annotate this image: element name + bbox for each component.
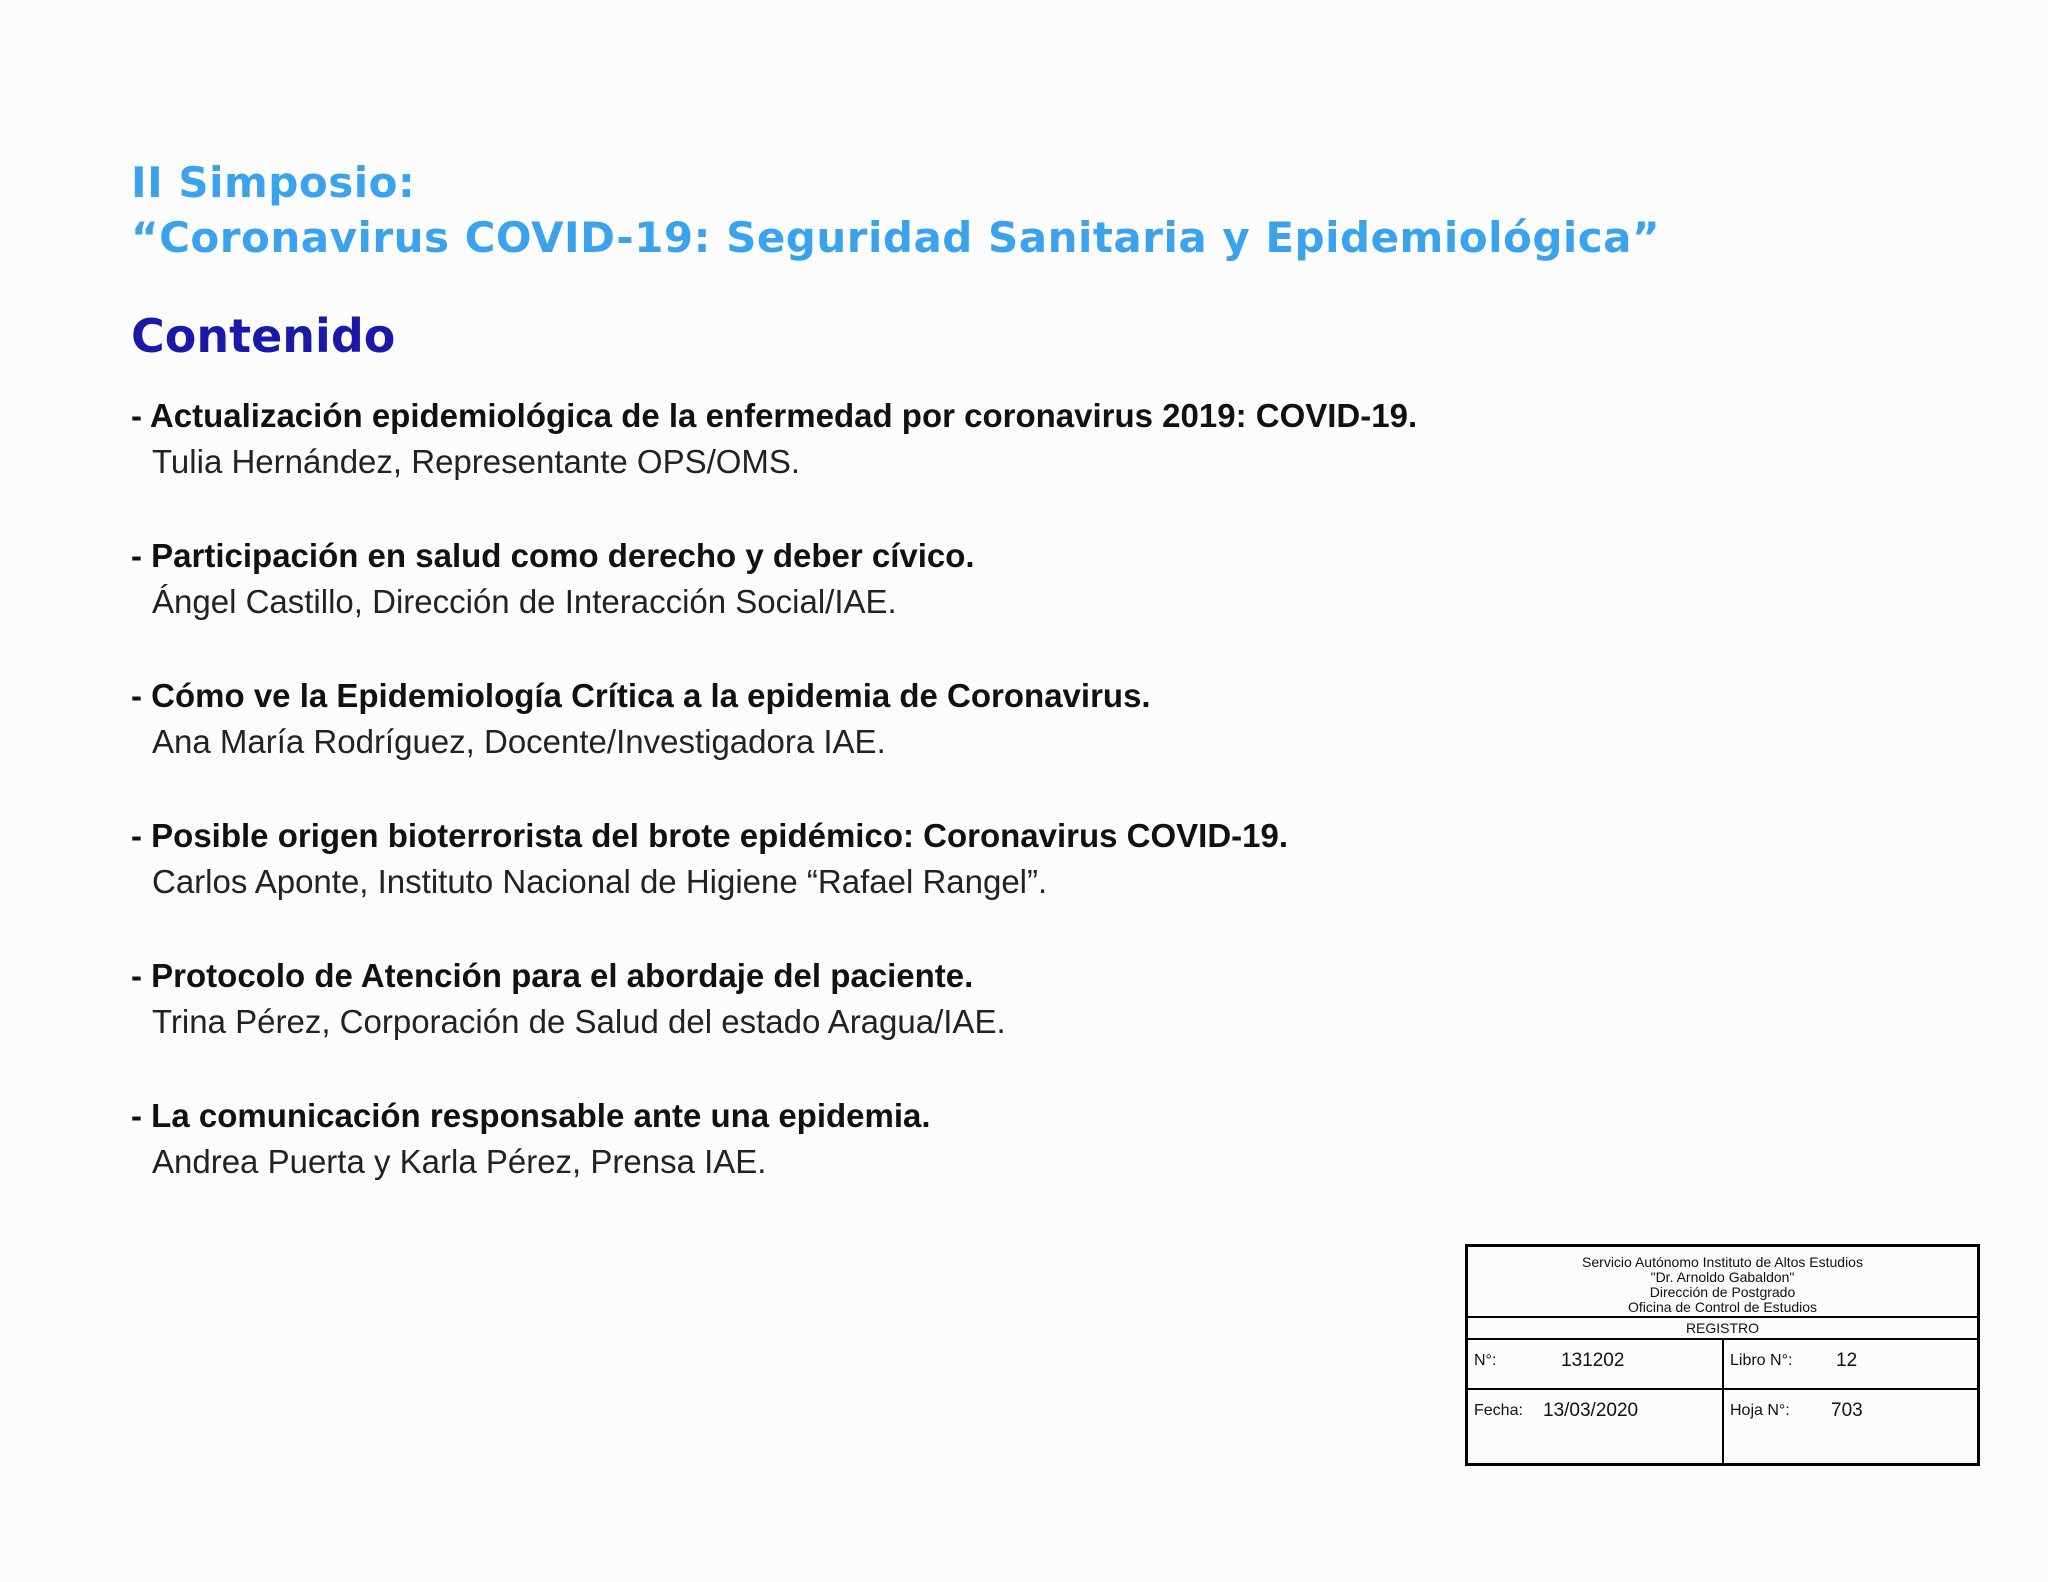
item-speaker: Carlos Aponte, Instituto Nacional de Higiene “Rafael Rangel”. [152,863,1048,900]
stamp-header [1468,1247,1977,1318]
stamp-number-cell [1468,1340,1724,1388]
list-item [131,953,1531,1093]
stamp-number-label: N°: [1474,1352,1497,1369]
stamp-row-number [1468,1340,1977,1390]
item-speaker: Tulia Hernández, Representante OPS/OMS. [152,443,801,480]
stamp-book-label: Libro N°: [1730,1352,1793,1369]
item-title: - Protocolo de Atención para el abordaje del paciente. [131,957,974,994]
symposium-title [131,155,1660,265]
registration-stamp [1465,1244,1980,1466]
list-item [131,533,1531,673]
item-speaker: Trina Pérez, Corporación de Salud del estado Aragua/IAE. [152,1003,1006,1040]
stamp-date-cell [1468,1390,1724,1463]
stamp-department: Dirección de Postgrado [1649,1284,1796,1300]
list-item [131,1093,1531,1233]
item-title: - Cómo ve la Epidemiología Crítica a la epidemia de Coronavirus. [131,677,1151,714]
stamp-page-cell [1724,1390,1977,1463]
stamp-number-value: 131202 [1561,1350,1625,1371]
contents-list [131,393,1531,1233]
list-item [131,813,1531,953]
stamp-institution: Servicio Autónomo Instituto de Altos Estudios [1582,1254,1863,1270]
stamp-book-value: 12 [1836,1350,1858,1371]
item-speaker: Ana María Rodríguez, Docente/Investigadora IAE. [152,723,886,760]
stamp-book-cell [1724,1340,1977,1388]
stamp-registro-label: REGISTRO [1468,1318,1977,1340]
contents-heading: Contenido [131,309,396,363]
stamp-office: Oficina de Control de Estudios [1627,1299,1818,1315]
item-title: - Actualización epidemiológica de la enfermedad por coronavirus 2019: COVID-19. [131,397,1418,434]
list-item [131,673,1531,813]
stamp-institution-name: "Dr. Arnoldo Gabaldon" [1650,1269,1795,1285]
title-line-2: “Coronavirus COVID-19: Seguridad Sanitaria y Epidemiológica” [131,213,1661,262]
item-title: - La comunicación responsable ante una epidemia. [131,1097,931,1134]
stamp-date-label: Fecha: [1474,1402,1523,1419]
item-title: - Participación en salud como derecho y deber cívico. [131,537,975,574]
item-title: - Posible origen bioterrorista del brote epidémico: Coronavirus COVID-19. [131,817,1289,854]
stamp-row-date [1468,1390,1977,1463]
stamp-page-value: 703 [1831,1400,1863,1421]
stamp-page-label: Hoja N°: [1730,1402,1790,1419]
item-speaker: Andrea Puerta y Karla Pérez, Prensa IAE. [152,1143,767,1180]
stamp-date-value: 13/03/2020 [1543,1400,1639,1421]
item-speaker: Ángel Castillo, Dirección de Interacción Social/IAE. [152,583,897,620]
list-item [131,393,1531,533]
title-line-1: II Simposio: [131,158,416,207]
